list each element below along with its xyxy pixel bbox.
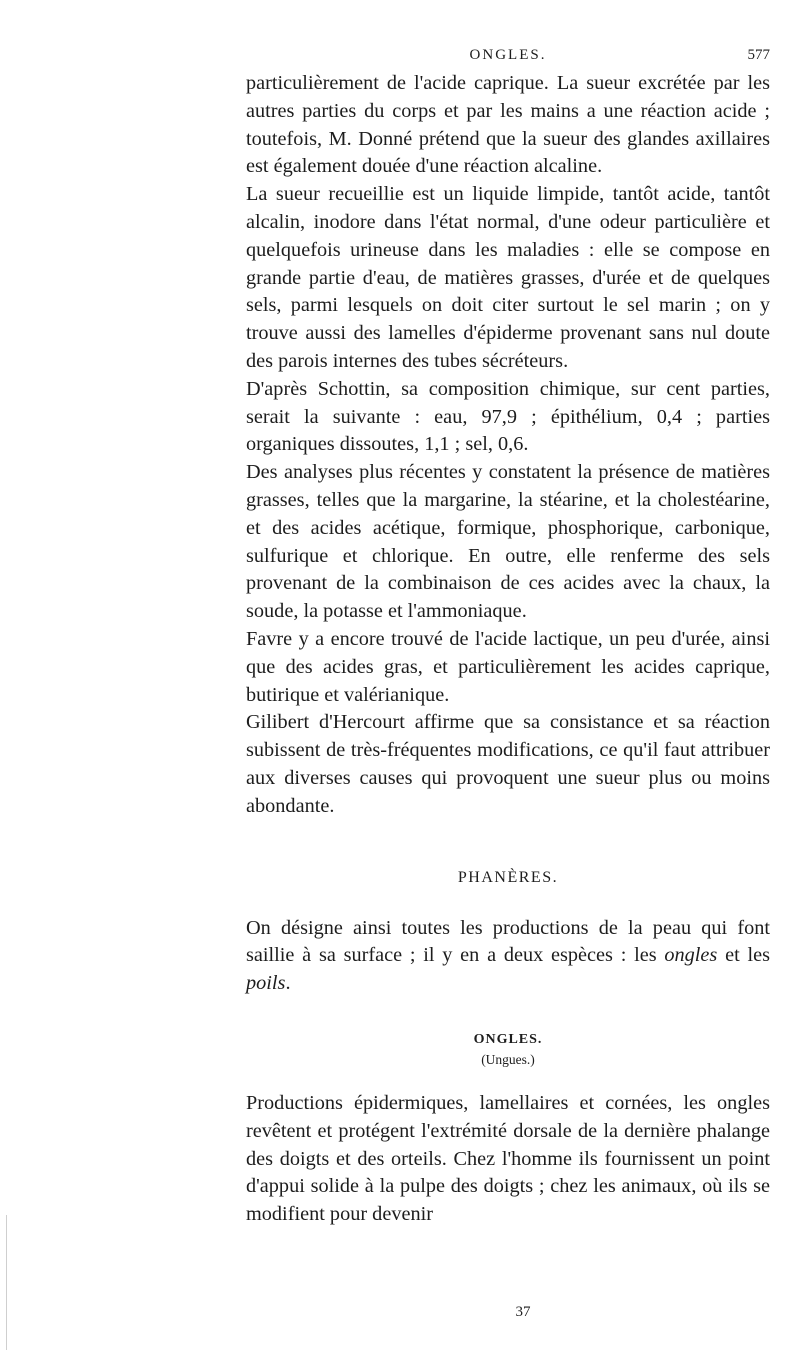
intro-text-3: . [285,972,291,995]
page-header [246,45,770,71]
subsection-title: ONGLES. [473,1031,543,1047]
paragraph-6: Gilibert d'Hercourt affirme que sa consistance et sa réaction subissent de très-fréquentes modifications, ce qu'il faut attribuer aux diverses causes qui provoquent une sueur plus ou moins abondante. [246,711,770,817]
body-text [246,70,770,1229]
paragraph-3: D'après Schottin, sa composition chimique, sur cent parties, serait la suivante : eau, 97,9 ; épithélium, 0,4 ; parties organiques dissoutes, 1,1 ; sel, 0,6. [246,377,770,456]
paragraph-2: La sueur recueillie est un liquide limpide, tantôt acide, tantôt alcalin, inodore dans l'état normal, d'une odeur particulière et quelquefois urineuse dans les maladies : elle se compose en grande partie d'eau, de matières grasses, d'urée et de quelques sels, parmi lesquels on doit citer surtout le sel marin ; on y trouve aussi des lamelles d'épiderme provenant sans nul doute des parois internes des tubes sécréteurs. [246,183,770,372]
paragraph-1: particulièrement de l'acide caprique. La sueur excrétée par les autres parties du corps et par les mains a une réaction acide ; toutefois, M. Donné prétend que la sueur des glandes axillaires est également douée d'une réaction alcaline. [246,72,770,178]
intro-text-1: On désigne ainsi toutes les productions de la peau qui font saillie à sa surface ; il y en a deux espèces : les [246,916,770,967]
subsection-latin: (Ungues.) [481,1051,535,1067]
term-ongles: ongles [664,944,718,967]
paragraph-5: Favre y a encore trouvé de l'acide lactique, un peu d'urée, ainsi que des acides gras, et particulièrement les acides caprique, butirique et valérianique. [246,627,770,706]
signature-mark [0,1304,800,1321]
paragraph-4: Des analyses plus récentes y constatent la présence de matières grasses, telles que la margarine, la stéarine, et la cholestéarine, et des acides acétique, formique, phosphorique, carbonique, sulfurique et chlorique. En outre, elle renferme des sels provenant de la combinaison de ces acides avec la chaux, la soude, la potasse et l'ammoniaque. [246,461,770,623]
running-head: ONGLES. [469,47,547,63]
page-number: 577 [747,47,770,63]
section-intro [246,915,770,998]
signature-number: 37 [515,1304,531,1320]
intro-text-2: et les [717,944,770,967]
margin-rule [6,1215,7,1350]
subsection-paragraph: Productions épidermiques, lamellaires et cornées, les ongles revêtent et protégent l'extrémité dorsale de la dernière phalange des doigts et des orteils. Chez l'homme ils fournissent un point d'appui solide à la pulpe des doigts ; chez les animaux, où ils se modifient pour devenir [246,1091,770,1226]
section-title: PHANÈRES. [457,868,559,886]
term-poils: poils [246,972,286,995]
